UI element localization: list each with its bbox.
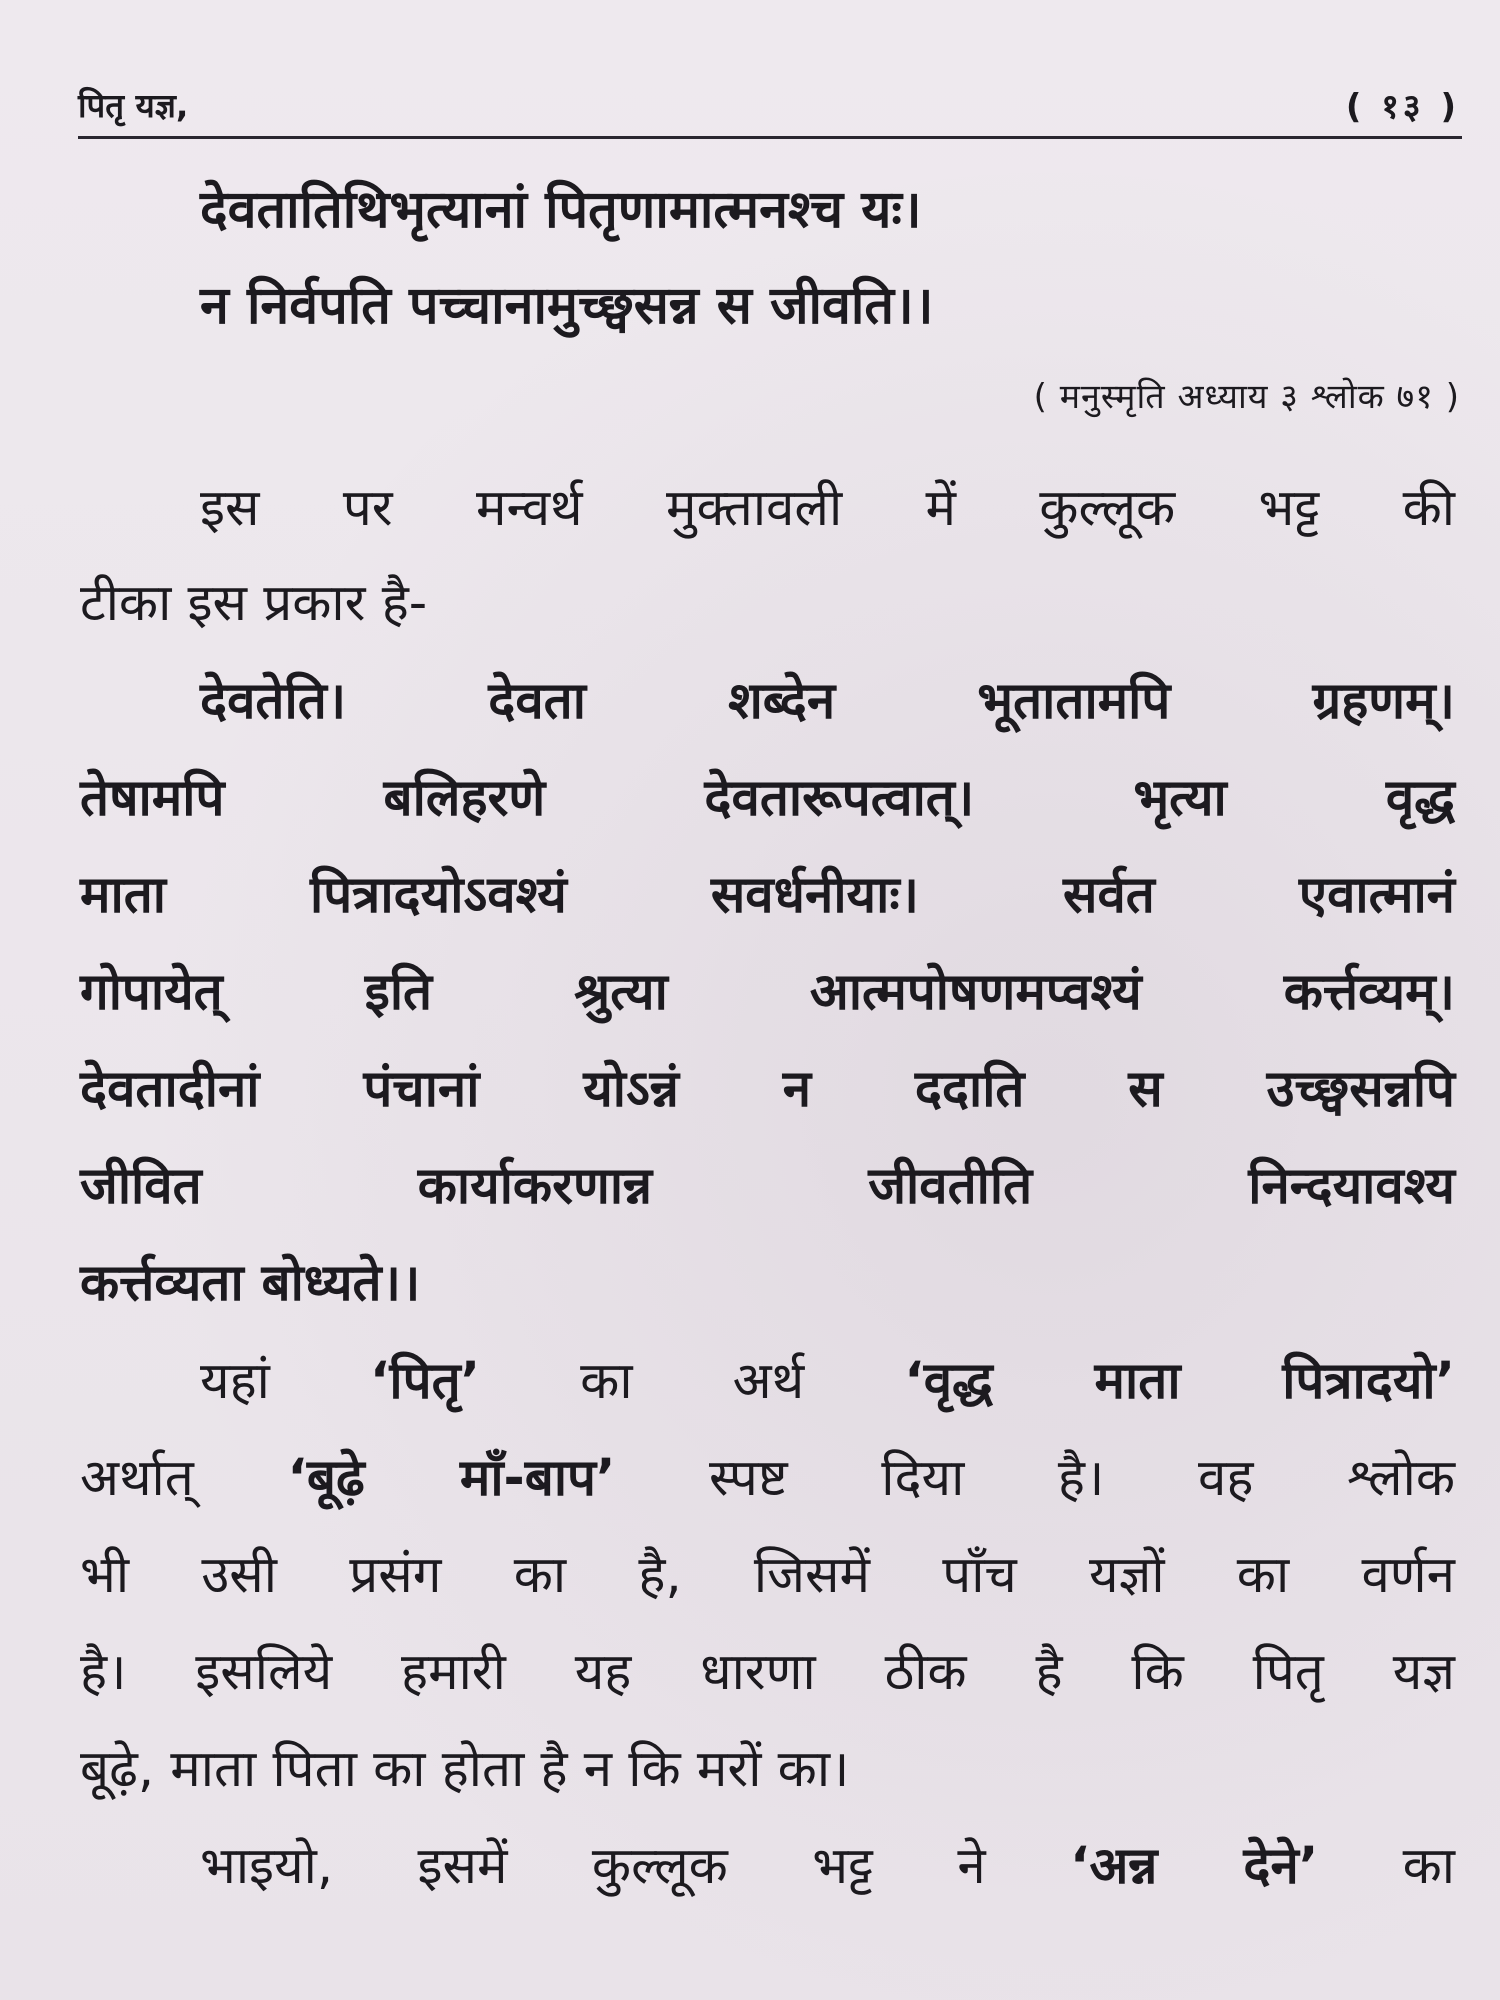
- commentary-line-2: तेषामपि बलिहरणे देवतारूपत्वात्। भृत्या वृद्ध: [80, 769, 1455, 828]
- quoted-term: ‘बूढ़े माँ-बाप’: [287, 1449, 616, 1508]
- verse-reference: ( मनुस्मृति अध्याय ३ श्लोक ७१ ): [1033, 377, 1460, 417]
- page-header: [78, 82, 1460, 132]
- intro-line-1: इस पर मन्वर्थ मुक्तावली में कुल्लूक भट्ट की: [200, 479, 1455, 538]
- intro-line-2: टीका इस प्रकार है-: [80, 574, 428, 633]
- commentary-line-4: गोपायेत् इति श्रुत्या आत्मपोषणमप्वश्यं कर्त्तव्यम्।: [80, 963, 1455, 1022]
- explanation-line-3: भी उसी प्रसंग का है, जिसमें पाँच यज्ञों का वर्णन: [80, 1546, 1455, 1605]
- commentary-line-3: माता पित्रादयोऽवश्यं सवर्धनीयाः। सर्वत एवात्मानं: [80, 866, 1455, 925]
- quoted-term: ‘अन्न देने’: [1070, 1837, 1319, 1896]
- explanation-text: का अर्थ: [580, 1352, 905, 1411]
- commentary-line-6: जीवित कार्याकरणान्न जीवतीति निन्दयावश्य: [80, 1157, 1455, 1216]
- explanation-line-4: है। इसलिये हमारी यह धारणा ठीक है कि पितृ यज्ञ: [80, 1643, 1455, 1702]
- header-rule: [78, 136, 1462, 139]
- quoted-term: ‘वृद्ध माता पित्रादयो’: [904, 1352, 1455, 1411]
- quoted-term: ‘पितृ’: [370, 1352, 481, 1411]
- commentary-line-7: कर्त्तव्यता बोध्यते।।: [80, 1254, 421, 1313]
- verse-line-2: न निर्वपति पच्चानामुच्छ्वसन्न स जीवति।।: [200, 276, 934, 336]
- explanation-line-5: बूढ़े, माता पिता का होता है न कि मरों का।: [80, 1740, 850, 1799]
- explanation-text: स्पष्ट दिया है। वह श्लोक: [709, 1449, 1455, 1508]
- explanation-text: अर्थात्: [80, 1449, 288, 1508]
- final-line: [200, 1828, 1455, 1898]
- explanation-text: यहां: [200, 1352, 371, 1411]
- final-text: का: [1402, 1837, 1455, 1896]
- explanation-line-2: [80, 1440, 1455, 1510]
- verse-line-1: देवतातिथिभृत्यानां पितृणामात्मनश्च यः।: [200, 180, 922, 240]
- final-text: भाइयो, इसमें कुल्लूक भट्ट ने: [200, 1837, 1071, 1896]
- running-title: पितृ यज्ञ,: [78, 86, 189, 125]
- commentary-line-1: देवतेति। देवता शब्देन भूतातामपि ग्रहणम्।: [200, 672, 1455, 731]
- explanation-line-1: [200, 1343, 1455, 1413]
- commentary-line-5: देवतादीनां पंचानां योऽन्नं न ददाति स उच्छ्वसन्नपि: [80, 1060, 1455, 1119]
- page-number: ( १३ ): [1345, 87, 1460, 127]
